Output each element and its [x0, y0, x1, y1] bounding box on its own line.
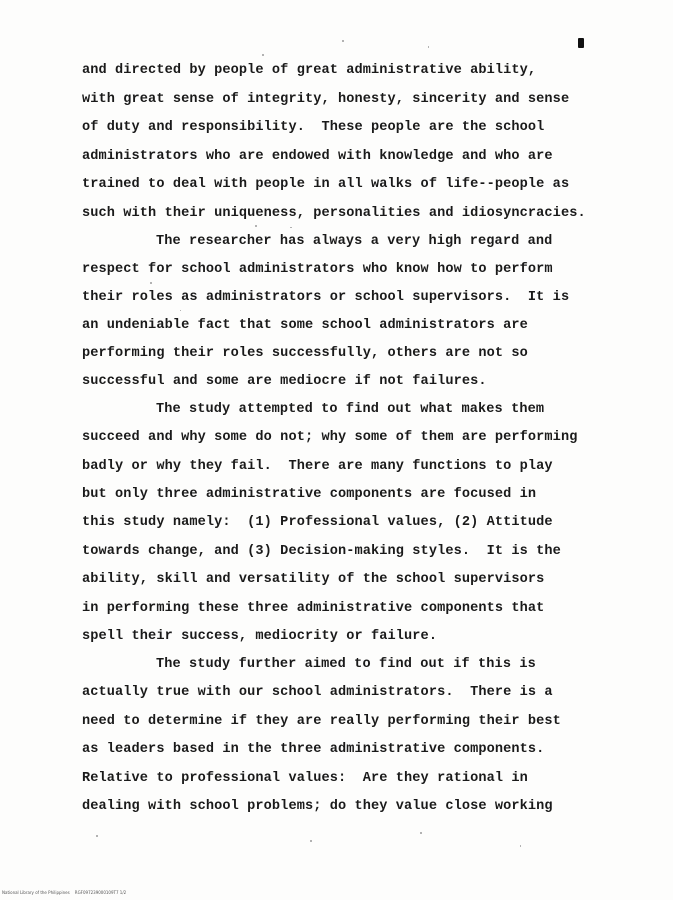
text-line-25: as leaders based in the three administrative components. — [82, 742, 545, 757]
text-line-23: actually true with our school administrators. There is a — [82, 685, 553, 700]
footer-source-label: National Library of the Philippines RGF097239000109T7 1/2 — [2, 890, 127, 895]
text-line-1: and directed by people of great administrative ability, — [82, 63, 537, 78]
scan-speck — [310, 840, 312, 842]
text-line-7: The researcher has always a very high regard and — [156, 234, 553, 249]
text-line-24: need to determine if they are really performing their best — [82, 714, 561, 729]
text-line-8: respect for school administrators who know how to perform — [82, 262, 553, 277]
text-line-11: performing their roles successfully, others are not so — [82, 346, 528, 361]
text-line-5: trained to deal with people in all walks of life--people as — [82, 177, 570, 192]
text-line-10: an undeniable fact that some school administrators are — [82, 318, 528, 333]
text-line-18: towards change, and (3) Decision-making styles. It is the — [82, 544, 561, 559]
text-line-20: in performing these three administrative components that — [82, 601, 545, 616]
text-line-14: succeed and why some do not; why some of them are performing — [82, 430, 578, 445]
text-line-9: their roles as administrators or school supervisors. It is — [82, 290, 570, 305]
text-line-16: but only three administrative components are focused in — [82, 487, 537, 502]
text-line-27: dealing with school problems; do they value close working — [82, 799, 553, 814]
text-line-2: with great sense of integrity, honesty, sincerity and sense — [82, 92, 570, 107]
text-line-6: such with their uniqueness, personalities and idiosyncracies. — [82, 206, 586, 221]
text-line-21: spell their success, mediocrity or failure. — [82, 629, 438, 644]
text-line-26: Relative to professional values: Are they rational in — [82, 771, 528, 786]
scan-speck — [342, 40, 344, 42]
scan-speck — [255, 225, 257, 227]
text-line-4: administrators who are endowed with knowledge and who are — [82, 149, 553, 164]
scan-speck — [290, 227, 292, 228]
text-line-22: The study further aimed to find out if this is — [156, 657, 536, 672]
scan-speck — [96, 835, 98, 837]
page-corner-mark — [578, 38, 584, 48]
text-line-13: The study attempted to find out what makes them — [156, 402, 545, 417]
scan-speck — [420, 832, 422, 834]
scan-speck — [150, 282, 152, 284]
text-line-3: of duty and responsibility. These people are the school — [82, 120, 545, 135]
scan-speck — [428, 46, 429, 48]
text-line-19: ability, skill and versatility of the school supervisors — [82, 572, 545, 587]
scan-speck — [520, 845, 521, 847]
text-line-12: successful and some are mediocre if not failures. — [82, 374, 487, 389]
scan-speck — [180, 310, 181, 311]
scan-speck — [262, 54, 264, 56]
text-line-15: badly or why they fail. There are many functions to play — [82, 459, 553, 474]
text-line-17: this study namely: (1) Professional values, (2) Attitude — [82, 515, 553, 530]
